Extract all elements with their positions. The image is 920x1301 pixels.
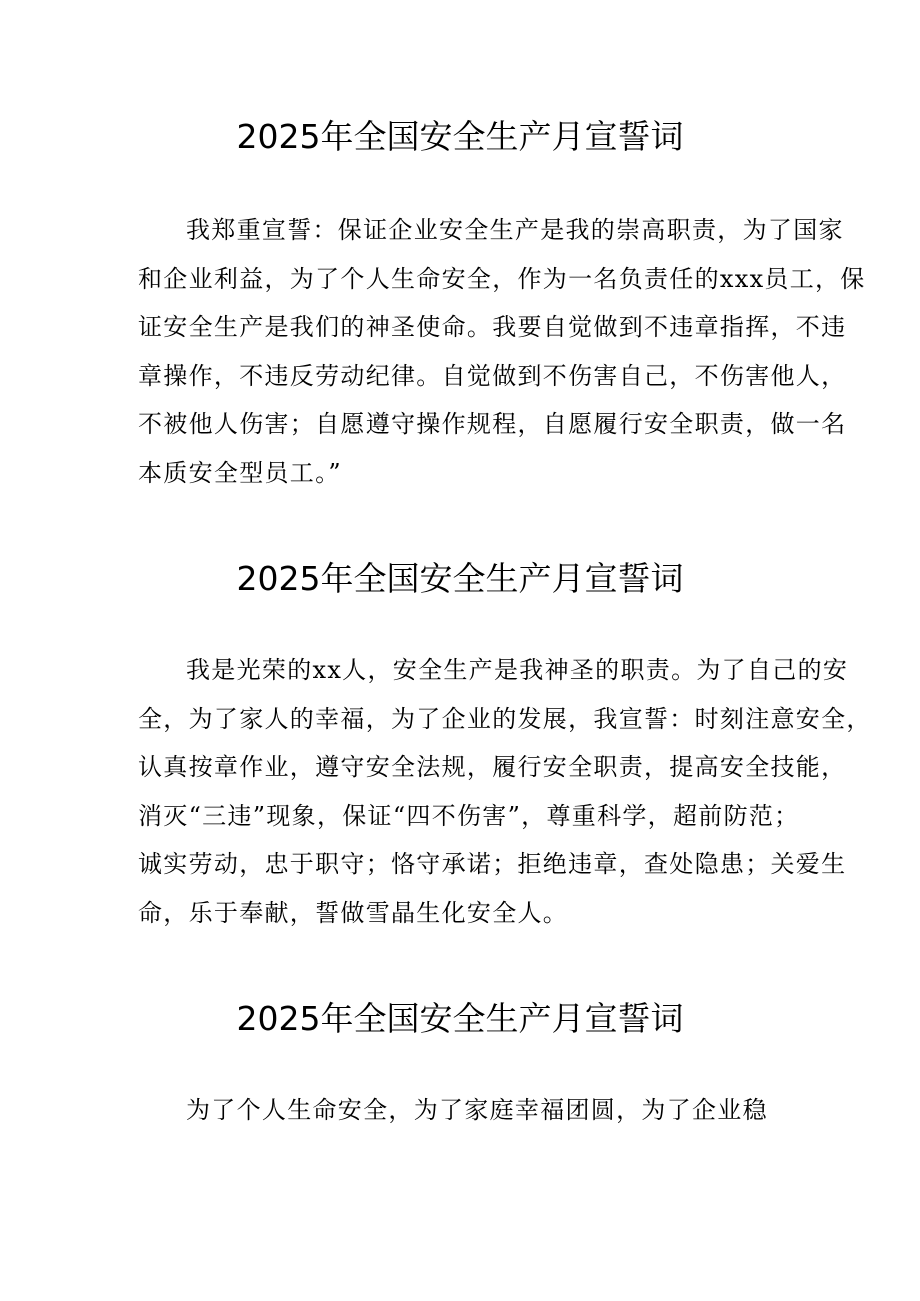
section-3-title: 2025年全国安全生产月宣誓词 xyxy=(236,999,684,1038)
paragraph-line: 和企业利益，为了个人生命安全，作为一名负责任的xxx员工，保 xyxy=(138,264,866,293)
paragraph-line: 诚实劳动，忠于职守；恪守承诺；拒绝违章，查处隐患；关爱生 xyxy=(138,850,847,878)
section-2-paragraph xyxy=(138,646,872,937)
paragraph-line: 我郑重宣誓：保证企业安全生产是我的崇高职责，为了国家 xyxy=(186,216,844,244)
paragraph-line: 命，乐于奉献，誓做雪晶生化安全人。 xyxy=(138,898,569,927)
paragraph-line: 全，为了家人的幸福，为了企业的发展，我宣誓：时刻注意安全， xyxy=(138,704,872,733)
paragraph-line: 我是光荣的xx人，安全生产是我神圣的职责。为了自己的安 xyxy=(186,656,849,684)
paragraph-line: 证安全生产是我们的神圣使命。我要自觉做到不违章指挥，不违 xyxy=(138,313,847,341)
section-1-paragraph xyxy=(138,206,866,497)
paragraph-line: 本质安全型员工。” xyxy=(138,458,342,487)
paragraph-line: 章操作，不违反劳动纪律。自觉做到不伤害自己，不伤害他人， xyxy=(138,361,847,390)
section-3-paragraph xyxy=(138,1086,798,1135)
section-1-title: 2025年全国安全生产月宣誓词 xyxy=(236,117,684,156)
section-2-title: 2025年全国安全生产月宣誓词 xyxy=(236,559,684,598)
paragraph-line: 不被他人伤害；自愿遵守操作规程，自愿履行安全职责，做一名 xyxy=(138,410,847,438)
paragraph-line: 为了个人生命安全，为了家庭幸福团圆，为了企业稳 xyxy=(186,1096,768,1124)
paragraph-line: 认真按章作业，遵守安全法规，履行安全职责，提高安全技能， xyxy=(138,753,847,781)
paragraph-line: 消灭“三违”现象，保证“四不伤害”，尊重科学，超前防范； xyxy=(138,801,800,830)
